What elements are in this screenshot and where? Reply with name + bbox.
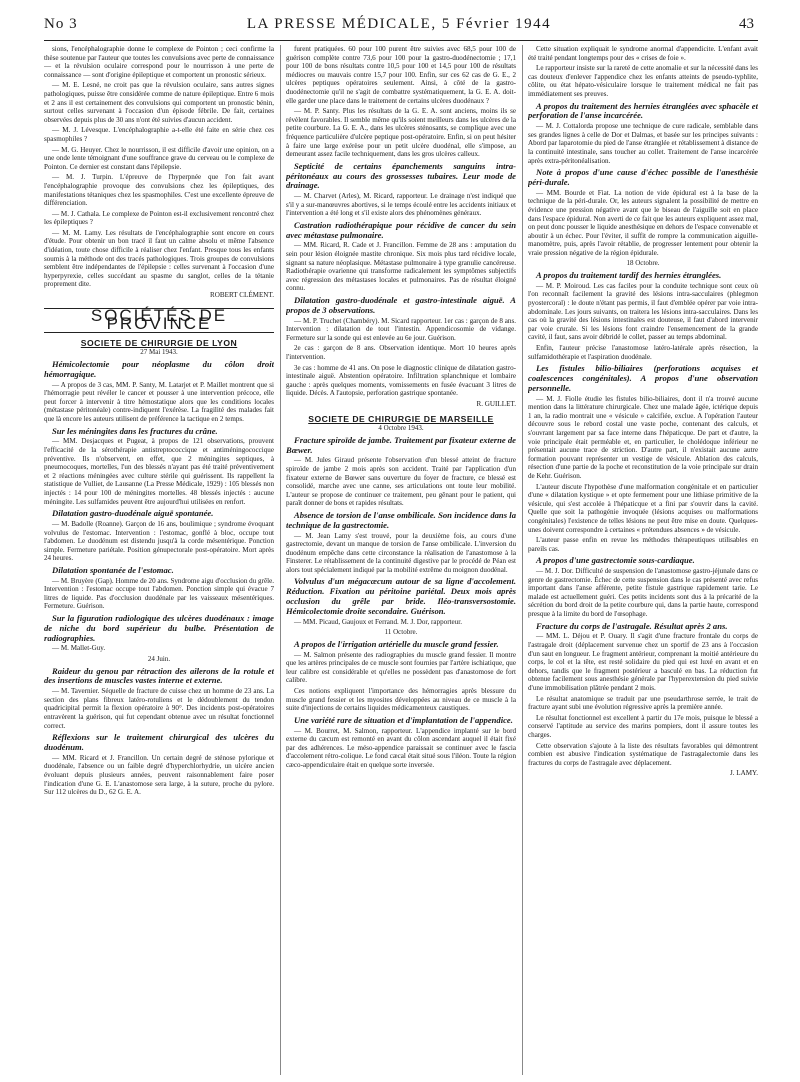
paragraph: — M. J. Cathala. Le complexe de Pointon est-il exclusivement rencontré chez les épileptiques ?: [44, 209, 274, 227]
page-number: 43: [739, 16, 754, 32]
article-heading: Raideur du genou par rétraction des ailerons de la rotule et des insertions de muscles vastes interne et externe.: [44, 665, 274, 686]
paragraph: — M. J. Fiolle étudie les fistules bilio-biliaires, dont il n'a trouvé aucune mention dans la littérature chirurgicale. Chez une malade âgée, ictérique depuis 1 an, la radio montrait une « vésicule » calcifiée, exclue. A l'opération l'auteur découvre sous le rebord costal une vaste poche, contenant des calculs, et s'ouvrant largement par sa face interne dans l'hépaticque. De part et d'autre, la voie principale était perméable et, en particulier, le cholédoque inférieur ne présentait aucune trace de striction. D'autre part, il n'existait aucune autre formation pouvant représenter un vestige de vésicule. Ablation des calculs, résection d'une partie de la poche et reconstitution de la voie principale sur drain de Kehr. Guérison.: [528, 394, 758, 480]
paragraph: Enfin, l'auteur précise l'anastomose latéro-latérale après résection, la sulfamidothérapie et l'aspiration duodénale.: [528, 344, 758, 361]
article-heading: Volvulus d'un mégacæcum autour de sa ligne d'accolement. Réduction. Fixation au péritoine pariétal. Deux mois après occlusion du grêle par bride. Iléo-transversostomie. Hémicolectomie droite secondaire. Guérison.: [286, 576, 516, 616]
paragraph: Cette situation expliquait le syndrome anormal d'appendicite. L'enfant avait été traité pendant longtemps pour des « crises de foie ».: [528, 45, 758, 62]
column-1: [44, 45, 274, 1075]
paragraph: Le résultat anatomique se traduit par une pseudarthrose serrée, le trait de fracture ayant subi une évolution régressive après la première année.: [528, 694, 758, 712]
article-heading: Dilatation gastro-duodénale et gastro-intestinale aiguë. A propos de 3 observations.: [286, 295, 516, 315]
paragraph: — A propos de 3 cas, MM. P. Santy, M. Latarjet et P. Maillet montrent que si l'hémorragie peut révéler le cancer et pousser à une intervention précoce, elle peut forcer à intervenir à titre hémostatique alors que les conditions locales (métastase péritonéale) contre-indiquent l'exérèse. La fragilité des malades fait que là encore les auteurs utilisent de préférence la tactique en 2 temps.: [44, 380, 274, 423]
paragraph: — M. Badolle (Roanne). Garçon de 16 ans, boulimique ; syndrome évoquant volvulus de l'estomac. Intervention : l'estomac, gonflé à bloc, occupe tout l'abdomen. Le duodénum est distendu jusqu'à la corde mésentérique. Ponction simple. Fermeture pariétale. Position génupectorale post-opératoire. Mort après 24 heures.: [44, 519, 274, 563]
paragraph: — M. P. Truchet (Chambéry). M. Sicard rapporteur. 1er cas : garçon de 8 ans. Intervention : dilatation de tout l'intestin. Appendicosomie de vidange. Fermeture sur la sonde qui est enlevée au 6e jour. Guérison.: [286, 316, 516, 342]
column-2: [286, 45, 516, 1075]
journal-title: LA PRESSE MÉDICALE, 5 Février 1944: [246, 16, 552, 32]
session-date: 27 Mai 1943.: [140, 348, 178, 357]
paragraph: furent pratiquées. 60 pour 100 purent être suivies avec 68,5 pour 100 de guérison complète contre 73,6 pour 100 pour la gastro-duodénectomie ; 17,1 pour 100 de bons résultats contre 10,5 pour 100 et 14,5 pour 100 de résultats médiocres ou mauvais contre 15,7 pour 100. Enfin, sur ces 62 cas de G. E., 2 ulcères peptiques opératoires seulement. Ainsi, à côté de la gastro-duodénectomie qu'il ne s'agit de combattre systématiquement, la G. E. A. doit-elle garder une place dans le traitement de certains ulcères duodénaux ?: [286, 45, 516, 105]
article-heading: A propos d'une gastrectomie sous-cardiaque.: [536, 555, 695, 566]
paragraph: — M. Bruyère (Gap). Homme de 20 ans. Syndrome aigu d'occlusion du grêle. Intervention : l'estomac occupe tout l'abdomen. Ponction simple qui évacue 7 litres de liquide. Pas d'occlusion duodénale par les vaisseaux mésentériques. Fermeture. Guérison.: [44, 576, 274, 611]
article-heading: Dilatation gastro-duodénale aiguë spontanée.: [52, 508, 214, 519]
paragraph: 2e cas : garçon de 8 ans. Observation identique. Mort 10 heures après l'intervention.: [286, 344, 516, 362]
signature: ROBERT CLÉMENT.: [210, 291, 274, 300]
article-heading: Septicité de certains épanchements sanguins intra-péritonéaux au cours des grossesses tubaires. Leur mode de drainage.: [286, 160, 516, 191]
session-date: 4 Octobre 1943.: [378, 424, 424, 433]
paragraph: — M. Jules Giraud présente l'observation d'un blessé atteint de fracture spiroïde de jambe 2 mois après son accident. Traité par l'application d'un fixateur externe de Bœwer sans ouverture du foyer de fracture, ce blessé est consolidé, marche avec une canne, ses articulations ont toute leur mobilité. L'auteur se propose de continuer ce traitement, peu gênant pour le patient, qui paraît donner de bons et rapides résultats.: [286, 456, 516, 508]
column-divider: [522, 45, 523, 1075]
paragraph: — M. P. Santy. Plus les résultats de la G. E. A. sont anciens, moins ils se révèlent favorables. Il semble même qu'ils soient meilleurs dans les ulcères de la petite courbure. La G. E. A., dans les ulcères sténosants, se complique avec une fréquence particulière d'ulcère peptique post-opératoire. Enfin, si on peut hésiter à faire une large exérèse pour un petit ulcère duodénal, elle s'impose, au demeurant assez facile techniquement, dans les gros ulcères calleux.: [286, 107, 516, 159]
article-heading: A propos de l'irrigation artérielle du muscle grand fessier.: [294, 638, 499, 649]
article-heading: Les fistules bilio-biliaires (perforations acquises et coalescences congénitales). A propos d'une observation personnelle.: [528, 363, 758, 393]
article-heading: Fracture du corps de l'astragale. Résultat après 2 ans.: [536, 620, 728, 631]
issue-number: No 3: [44, 16, 78, 32]
article-heading: Réflexions sur le traitement chirurgical des ulcères du duodénum.: [44, 732, 274, 752]
society-heading: SOCIETE DE CHIRURGIE DE MARSEILLE: [308, 413, 494, 424]
paragraph: — M. Salmon présente des radiographies du muscle grand fessier. Il montre que les artères principales de ce muscle sont fournies par l'artère ischiatique, que leur calibre est considérable et qu'elles ne possèdent pas d'anastomose de fort calibre.: [286, 650, 516, 685]
article-heading: Sur la figuration radiologique des ulcères duodénaux : image de niche du bord supérieur du bulbe. Présentation de radiographies.: [44, 613, 274, 643]
paragraph: — M. P. Moiroud. Les cas faciles pour la conduite technique sont ceux où l'on reconnaît facilement la gravité des lésions intra-sacculaires (phlegmon pyostercoral) : le doute n'étant pas permis, il faut d'emblée opérer par voie intra-abdominale. Les jours suivants, on traitera les lésions intra-sacculaires. Dans les cas où la gravité des lésions intestinales est douteuse, il faut d'abord intervenir par voie crurale. Si les lésions font craindre l'ensemencement de la grande cavité, il faut, sans avoir débridé le collet, passer au temps abdominal.: [528, 281, 758, 342]
paragraph: — M. J. Dor. Difficulté de suspension de l'anastomose gastro-jéjunale dans ce genre de gastrectomie. Échec de cette suspension dans le cas présenté avec refus important dans l'anse afférente, petite fistule gastrique rapidement tarie. Le malade est actuellement guéri. Ces petits incidents sont dus à la précarité de la sécrétion du bord droit de la petite courbure qui, dans la partie haute, correspond presque à la limite du bord de l'œsophage.: [528, 567, 758, 619]
paragraph: Le rapporteur insiste sur la rareté de cette anomalie et sur la nécessité dans les cas douteux d'enlever l'appendice chez les enfants atteints de pseudo-typhlite, côlite, ou état hépato-vésiculaire lorsque le traitement médical ne fait pas immédiatement ses preuves.: [528, 64, 758, 98]
paragraph: — M. Bourret, M. Salmon, rapporteur. L'appendice implanté sur le bord externe du cæcum est remonté en avant du côlon ascendant auquel il était fixé par des adhérences. Le méso-appendice paraissait se continuer avec le fascia d'accolement rétro-colique. Le fond cæcal était situé sous l'iléon. Toute la région cæco-appendiculaire était en quelque sorte inversée.: [286, 726, 516, 769]
column-3: [528, 45, 758, 1075]
paragraph: sions, l'encéphalographie donne le complexe de Pointon ; ceci confirme la thèse soutenue par l'auteur que toutes les convulsions avec perte de connaissance — et la révulsion oculaire correspond pour le nourrisson à une perte de connaissance — sont d'origine épileptique et comportent un pronostic sérieux.: [44, 45, 274, 79]
article-heading: A propos du traitement tardif des hernies étranglées.: [536, 270, 722, 281]
paragraph: L'auteur passe enfin en revue les méthodes thérapeutiques utilisables en pareils cas.: [528, 536, 758, 553]
paragraph: — MM. Desjacques et Pugeat, à propos de 121 observations, prouvent l'efficacité de la sérothérapie antistreptococcique et antiméningococcique préventive. Ils n'observent, en effet, que 2 méningites septiques, à pneumocoques, mortelles, l'un des blessés n'ayant pas été traité préventivement et 2 réactions méningées avec culture stérile qui guérissent. Ils rappellent la statistique de Vulliet, de Lausanne (La Presse Médicale, 1929) : 105 blessés non injectés : 14 pour 100 de méningites mortelles. 48 blessés injectés : aucune méningite. Les sulfamides peuvent être aujourd'hui utilisées en renfort.: [44, 437, 274, 506]
signature: R. GUILLET.: [476, 399, 516, 408]
paragraph: — MM. Ricard et J. Francillon. Un certain degré de sténose pylorique et duodénale, l'absence ou un faible degré d'hyperchlorhydrie, un ulcère ancien évoluant depuis plusieurs années, peuvent raisonnablement faire poser l'indication d'une G. E. L'anastomose sera large, à la suture, proche du pylore. Sur 112 ulcères du D., 62 G. E. A.: [44, 753, 274, 797]
paragraph: — M. J. Lévesque. L'encéphalographie a-t-elle été faite en série chez ces spasmophiles ?: [44, 126, 274, 143]
paragraph: — MM. Picaud, Gaujoux et Ferrand. M. J. Dor, rapporteur.: [294, 617, 462, 626]
article-heading: Castration radiothérapique pour récidive de cancer du sein avec métastase pulmonaire.: [286, 219, 516, 240]
paragraph: — M. Charvet (Arles), M. Ricard, rapporteur. Le drainage n'est indiqué que s'il y a sur-manœuvres abortives, si le temps écoulé entre les accidents initiaux et l'intervention a été long et s'il existe alors des phénomènes généraux.: [286, 192, 516, 218]
paragraph: — M. Tavernier. Séquelle de fracture de cuisse chez un homme de 23 ans. La section des plans fibreux latéro-rotuliens et le dédoublement du tendon quadricipital permit la flexion opératoire à 90°. Des incidents post-opératoires entravèrent la guérison, qui fut cependant obtenue avec un résultat fonctionnel correct.: [44, 687, 274, 730]
paragraph: 3e cas : homme de 41 ans. On pose le diagnostic clinique de dilatation gastro-intestinale aiguë. Abstention opératoire. Infiltration splanchnique et lombaire gauche : après quelques moments, vomissements en fusée évacuant 3 litres de liquide. Décès. A l'autopsie, perforation gastrique spontanée.: [286, 363, 516, 398]
article-heading: Fracture spiroïde de jambe. Traitement par fixateur externe de Bœwer.: [286, 434, 516, 455]
paragraph: — M. Jean Lamy s'est trouvé, pour la deuxième fois, au cours d'une gastrectomie, devant un manque de torsion de l'anse ombilicale. L'inversion du duodénum empêche dans cette circonstance la réalisation de l'anastomose à la Finsterer. Le rétablissement de la continuité digestive par le procédé de Péan est alors tout spécialement indiqué par la mobilité extrême du moignon duodénal.: [286, 531, 516, 574]
paragraph: Ces notions expliquent l'importance des hémorragies après blessure du muscle grand fessier et les myosites développées au niveau de ce muscle à la suite d'injections de certains liquides médicamenteux caustiques.: [286, 687, 516, 713]
society-heading: SOCIETE DE CHIRURGIE DE LYON: [80, 337, 238, 348]
signature: J. LAMY.: [729, 769, 758, 778]
paragraph: — M. J. Turpin. L'épreuve de l'hyperpnée que l'on fait avant l'encéphalographie provoque des convulsions chez les épileptiques, des manifestations tétaniques chez les spasmophiles. C'est une excellente épreuve de différenciation.: [44, 173, 274, 208]
session-date: 11 Octobre.: [384, 628, 418, 637]
article-heading: Absence de torsion de l'anse ombilicale. Son incidence dans la technique de la gastrectomie.: [286, 509, 516, 530]
paragraph: — M. E. Lesné, ne croit pas que la révulsion oculaire, sans autres signes pathologiques, puisse être considérée comme de nature épileptique. Entre 6 mois et 2 ans il est certainement des convulsions qui comportent un pronostic bénin, surtout celles survenant à l'occasion d'un épisode fébrile. De fait, certaines observées depuis plus de 30 ans n'ont été suivies d'aucun accident.: [44, 81, 274, 124]
paragraph: — M. Mallet-Guy.: [52, 644, 106, 653]
paragraph: L'auteur discute l'hypothèse d'une malformation congénitale et en particulier d'une « dilatation kystique » et opte fermement pour une lithiase primitive de la vésicule, qui s'est accolée à l'hépaticque et a fini par s'ouvrir dans la cavité. Quelle que soit la pathogénie invoquée (lésions acquises ou malformations congénitales) l'existence de telles lésions ne peut être mise en doute. Quelques-unes doivent correspondre à certaines « prétendues absences » de vésicule.: [528, 482, 758, 534]
paragraph: Cette observation s'ajoute à la liste des résultats favorables qui démontrent combien est abusive l'indication systématique de l'astragalectomie dans les fractures du corps de l'astragale avec déplacement.: [528, 741, 758, 767]
header-rule: [44, 40, 758, 41]
paragraph: — MM. L. Déjou et P. Ouary. Il s'agit d'une fracture frontale du corps de l'astragale droit (déplacement survenue chez un sportif de 23 ans à l'occasion d'un saut en longueur. Le fragment antérieur, comprenant la moitié antérieure du corps, le col et la tête, est resté solidaire du pied qui est luxé en avant et en dehors, tandis que le fragment postérieur a basculé en bas. La réduction fut obtenue facilement sous anesthésie générale par l'hyperextension du pied suivie d'une immobilisation plâtrée pendant 2 mois.: [528, 632, 758, 692]
article-heading: Une variété rare de situation et d'implantation de l'appendice.: [294, 714, 513, 725]
paragraph: Le résultat fonctionnel est excellent à partir du 17e mois, puisque le blessé a conservé l'aptitude au service des marins pompiers, dont il assure toutes les charges.: [528, 713, 758, 739]
paragraph: — MM. Ricard, R. Cade et J. Francillon. Femme de 28 ans : amputation du sein pour lésion éloignée mastite chronique. Six mois plus tard récidive locale, signant sa nature néoplasique. Métastase pulmonaire à type granulie cancéreuse. Radiothérapie ovarienne qui transforme radicalement les symptômes subjectifs avec régression des métastases locales et pulmonaires. Pas de résultat éloigné connu.: [286, 241, 516, 293]
session-date: 18 Octobre.: [626, 259, 660, 268]
section-banner: SOCIÉTÉS DE PROVINCE: [44, 308, 274, 333]
article-heading: Note à propos d'une cause d'échec possible de l'anesthésie péri-durale.: [528, 167, 758, 187]
paragraph: — M. J. Cottalorda propose une technique de cure radicale, semblable dans ses grandes lignes à celle de Dor et Dalmas, et basée sur les principes suivants : Abord par laparotomie du pied de l'anse étranglée et rétablissement à distance de la continuité intestinale, sans toucher au collet. Traitement de l'anse incarcérée après extra-péritonéalisation.: [528, 122, 758, 165]
article-heading: Sur les méningites dans les fractures du crâne.: [52, 425, 218, 436]
article-heading: A propos du traitement des hernies étranglées avec sphacèle et perforation de l'anse incarcérée.: [528, 100, 758, 121]
session-date: 24 Juin.: [147, 655, 171, 664]
paragraph: — M. M. Lamy. Les résultats de l'encéphalographie sont encore en cours d'étude. Pour obtenir un bon tracé il faut un calme absolu et même l'absence d'idéation, toute chose difficile à réaliser chez l'enfant. Presque tous les enfants soumis à la méthode ont des tracés pathologiques. Trois groupes de convulsions semblent être indépendantes de l'épilepsie : celles survenant à l'occasion d'une hyperpyrexie, celles succédant au spasme du sanglot, celles de la tétanie proprement dite.: [44, 228, 274, 289]
article-heading: Hémicolectomie pour néoplasme du côlon droit hémorragique.: [44, 359, 274, 379]
paragraph: — M. G. Heuyer. Chez le nourrisson, il est difficile d'avoir une opinion, on a une onde lente témoignant d'une souffrance grave du cerveau ou le complexe de Pointon. Ce dernier est constant dans l'épilepsie.: [44, 145, 274, 171]
column-divider: [280, 45, 281, 1075]
page-header: [44, 16, 754, 38]
article-heading: Dilatation spontanée de l'estomac.: [52, 564, 174, 575]
paragraph: — MM. Bourde et Fiat. La notion de vide épidural est à la base de la technique de la péri-durale. Or, les auteurs signalent la possibilité de mettre en évidence une pression négative avant que le biseau de l'aiguille soit en place dans l'espace épidural. Non averti de ce fait que les auteurs expliquent assez mal, on peut donc pousser le liquide anesthésique en dehors de l'espace convenable et aboutir à un échec. Pour l'éviter, il suffit de rompre la communication aiguille-manomètre, puis, après l'avoir rétablie, de progresser lentement pour obtenir la vraie pression négative de la région épidurale.: [528, 188, 758, 257]
